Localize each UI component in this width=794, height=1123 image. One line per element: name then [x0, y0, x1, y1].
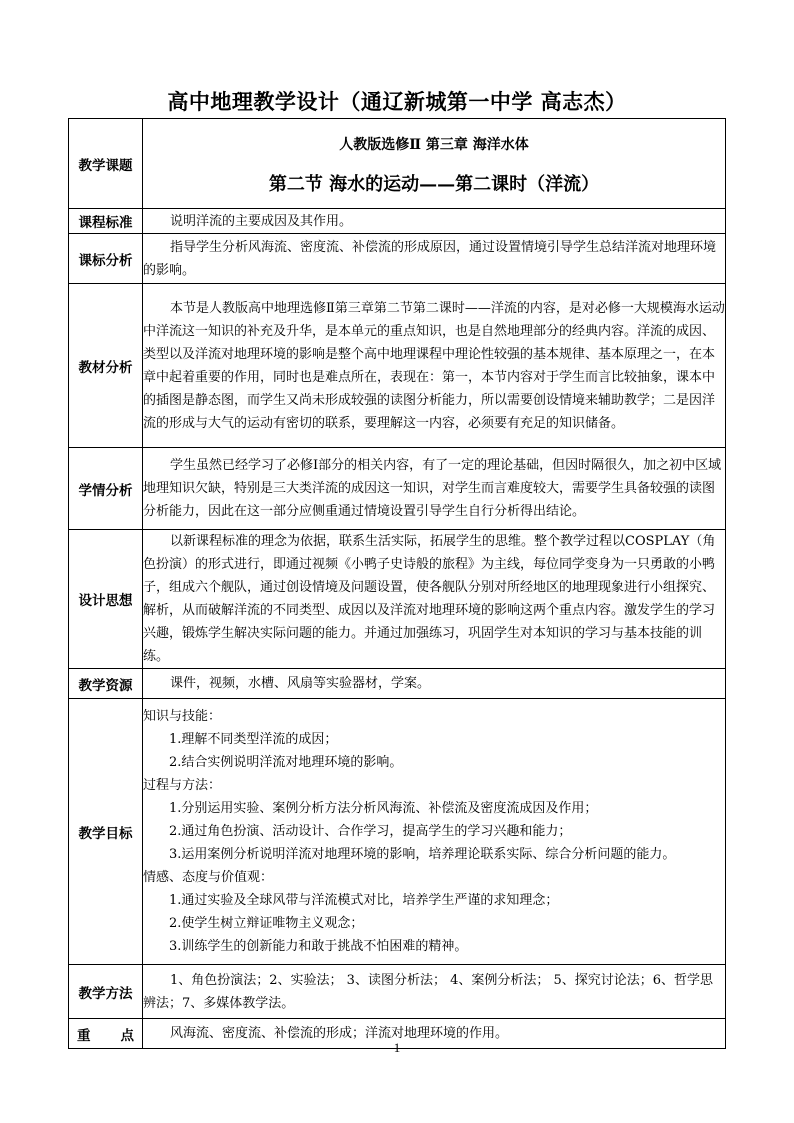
emotion-heading: 情感、态度与价值观：	[143, 870, 274, 885]
design-idea-text: 以新课程标准的理念为依据，联系生活实际，拓展学生的思维。整个教学过程以COSPLAY（角色扮演）的形式进行，即通过视频《小鸭子史诗般的旅程》为主线，每位同学变身为一只勇敢的小鸭子，组成六个舰队，通过创设情境及问题设置，使各舰队分别对所经地区的地理现象进行小组探究、解析，从而破解洋流的不同类型、成因以及洋流对地理环境的影响这两个重点内容。激发学生的学习兴趣，锻炼学生解决实际问题的能力。并通过加强练习，巩固学生对本知识的学习与基本技能的训练。	[143, 530, 726, 669]
row-student-analysis	[69, 448, 726, 530]
label-design-idea: 设计思想	[69, 530, 143, 669]
label-student-analysis: 学情分析	[69, 448, 143, 530]
standard-analysis-text: 指导学生分析风海流、密度流、补偿流的形成原因，通过设置情境引导学生总结洋流对地理环境的影响。	[143, 234, 726, 284]
row-resources	[69, 669, 726, 699]
process-item-2: 2.通过角色扮演、活动设计、合作学习，提高学生的学习兴趣和能力；	[169, 824, 572, 839]
label-textbook-analysis: 教材分析	[69, 284, 143, 448]
standard-text: 说明洋流的主要成因及其作用。	[143, 209, 726, 234]
row-standard	[69, 209, 726, 234]
row-standard-analysis	[69, 234, 726, 284]
textbook-analysis-text: 本节是人教版高中地理选修Ⅱ第三章第二节第二课时——洋流的内容，是对必修一大规模海水运动中洋流这一知识的补充及升华，是本单元的重点知识，也是自然地理部分的经典内容。洋流的成因、类型以及洋流对地理环境的影响是整个高中地理课程中理论性较强的基本规律、基本原理之一，在本章中起着重要的作用，同时也是难点所在，表现在：第一，本节内容对于学生而言比较抽象，课本中的插图是静态图，而学生又尚未形成较强的读图分析能力，所以需要创设情境来辅助教学；二是因洋流的形成与大气的运动有密切的联系，要理解这一内容，必须要有充足的知识储备。	[143, 284, 726, 448]
emotion-item-1: 1.通过实验及全球风带与洋流模式对比，培养学生严谨的求知理念；	[169, 893, 559, 908]
process-heading: 过程与方法：	[143, 778, 222, 793]
knowledge-item-2: 2.结合实例说明洋流对地理环境的影响。	[169, 755, 403, 770]
emotion-item-3: 3.训练学生的创新能力和敢于挑战不怕困难的精神。	[169, 939, 468, 954]
label-objectives: 教学目标	[69, 699, 143, 965]
key-points-text: 风海流、密度流、补偿流的形成；洋流对地理环境的作用。	[143, 1019, 726, 1049]
objectives-cell	[143, 699, 726, 965]
lesson-plan-table	[68, 118, 726, 1049]
student-analysis-text: 学生虽然已经学习了必修Ⅰ部分的相关内容，有了一定的理论基础，但因时隔很久，加之初中区域地理知识欠缺，特别是三大类洋流的成因这一知识，对学生而言难度较大，需要学生具备较强的读图分析能力，因此在这一部分应侧重通过情境设置引导学生自行分析得出结论。	[143, 448, 726, 530]
label-standard-analysis: 课标分析	[69, 234, 143, 284]
emotion-item-2: 2.使学生树立辩证唯物主义观念；	[169, 916, 364, 931]
row-textbook-analysis	[69, 284, 726, 448]
chapter-line: 人教版选修Ⅱ 第三章 海洋水体	[339, 136, 529, 153]
resources-text: 课件，视频，水槽、风扇等实验器材，学案。	[143, 669, 726, 699]
section-line: 第二节 海水的运动——第二课时（洋流）	[268, 173, 600, 195]
label-methods: 教学方法	[69, 965, 143, 1019]
row-design-idea	[69, 530, 726, 669]
knowledge-item-1: 1.理解不同类型洋流的成因；	[169, 732, 338, 747]
row-objectives	[69, 699, 726, 965]
label-resources: 教学资源	[69, 669, 143, 699]
process-item-3: 3.运用案例分析说明洋流对地理环境的影响，培养理论联系实际、综合分析问题的能力。	[169, 847, 676, 862]
page-number: 1	[393, 1040, 401, 1055]
document-title: 高中地理教学设计（通辽新城第一中学 高志杰）	[167, 89, 627, 114]
label-standard: 课程标准	[69, 209, 143, 234]
methods-text: 1、角色扮演法；2、实验法； 3、读图分析法； 4、案例分析法； 5、探究讨论法；6、哲学思辨法；7、多媒体教学法。	[143, 965, 726, 1019]
knowledge-heading: 知识与技能：	[143, 709, 222, 724]
row-methods	[69, 965, 726, 1019]
key-label-b: 点	[120, 1027, 134, 1044]
process-item-1: 1.分别运用实验、案例分析方法分析风海流、补偿流及密度流成因及作用；	[169, 801, 598, 816]
topic-cell	[143, 119, 726, 209]
row-topic	[69, 119, 726, 209]
label-topic: 教学课题	[69, 119, 143, 209]
key-label-a: 重	[77, 1027, 91, 1044]
